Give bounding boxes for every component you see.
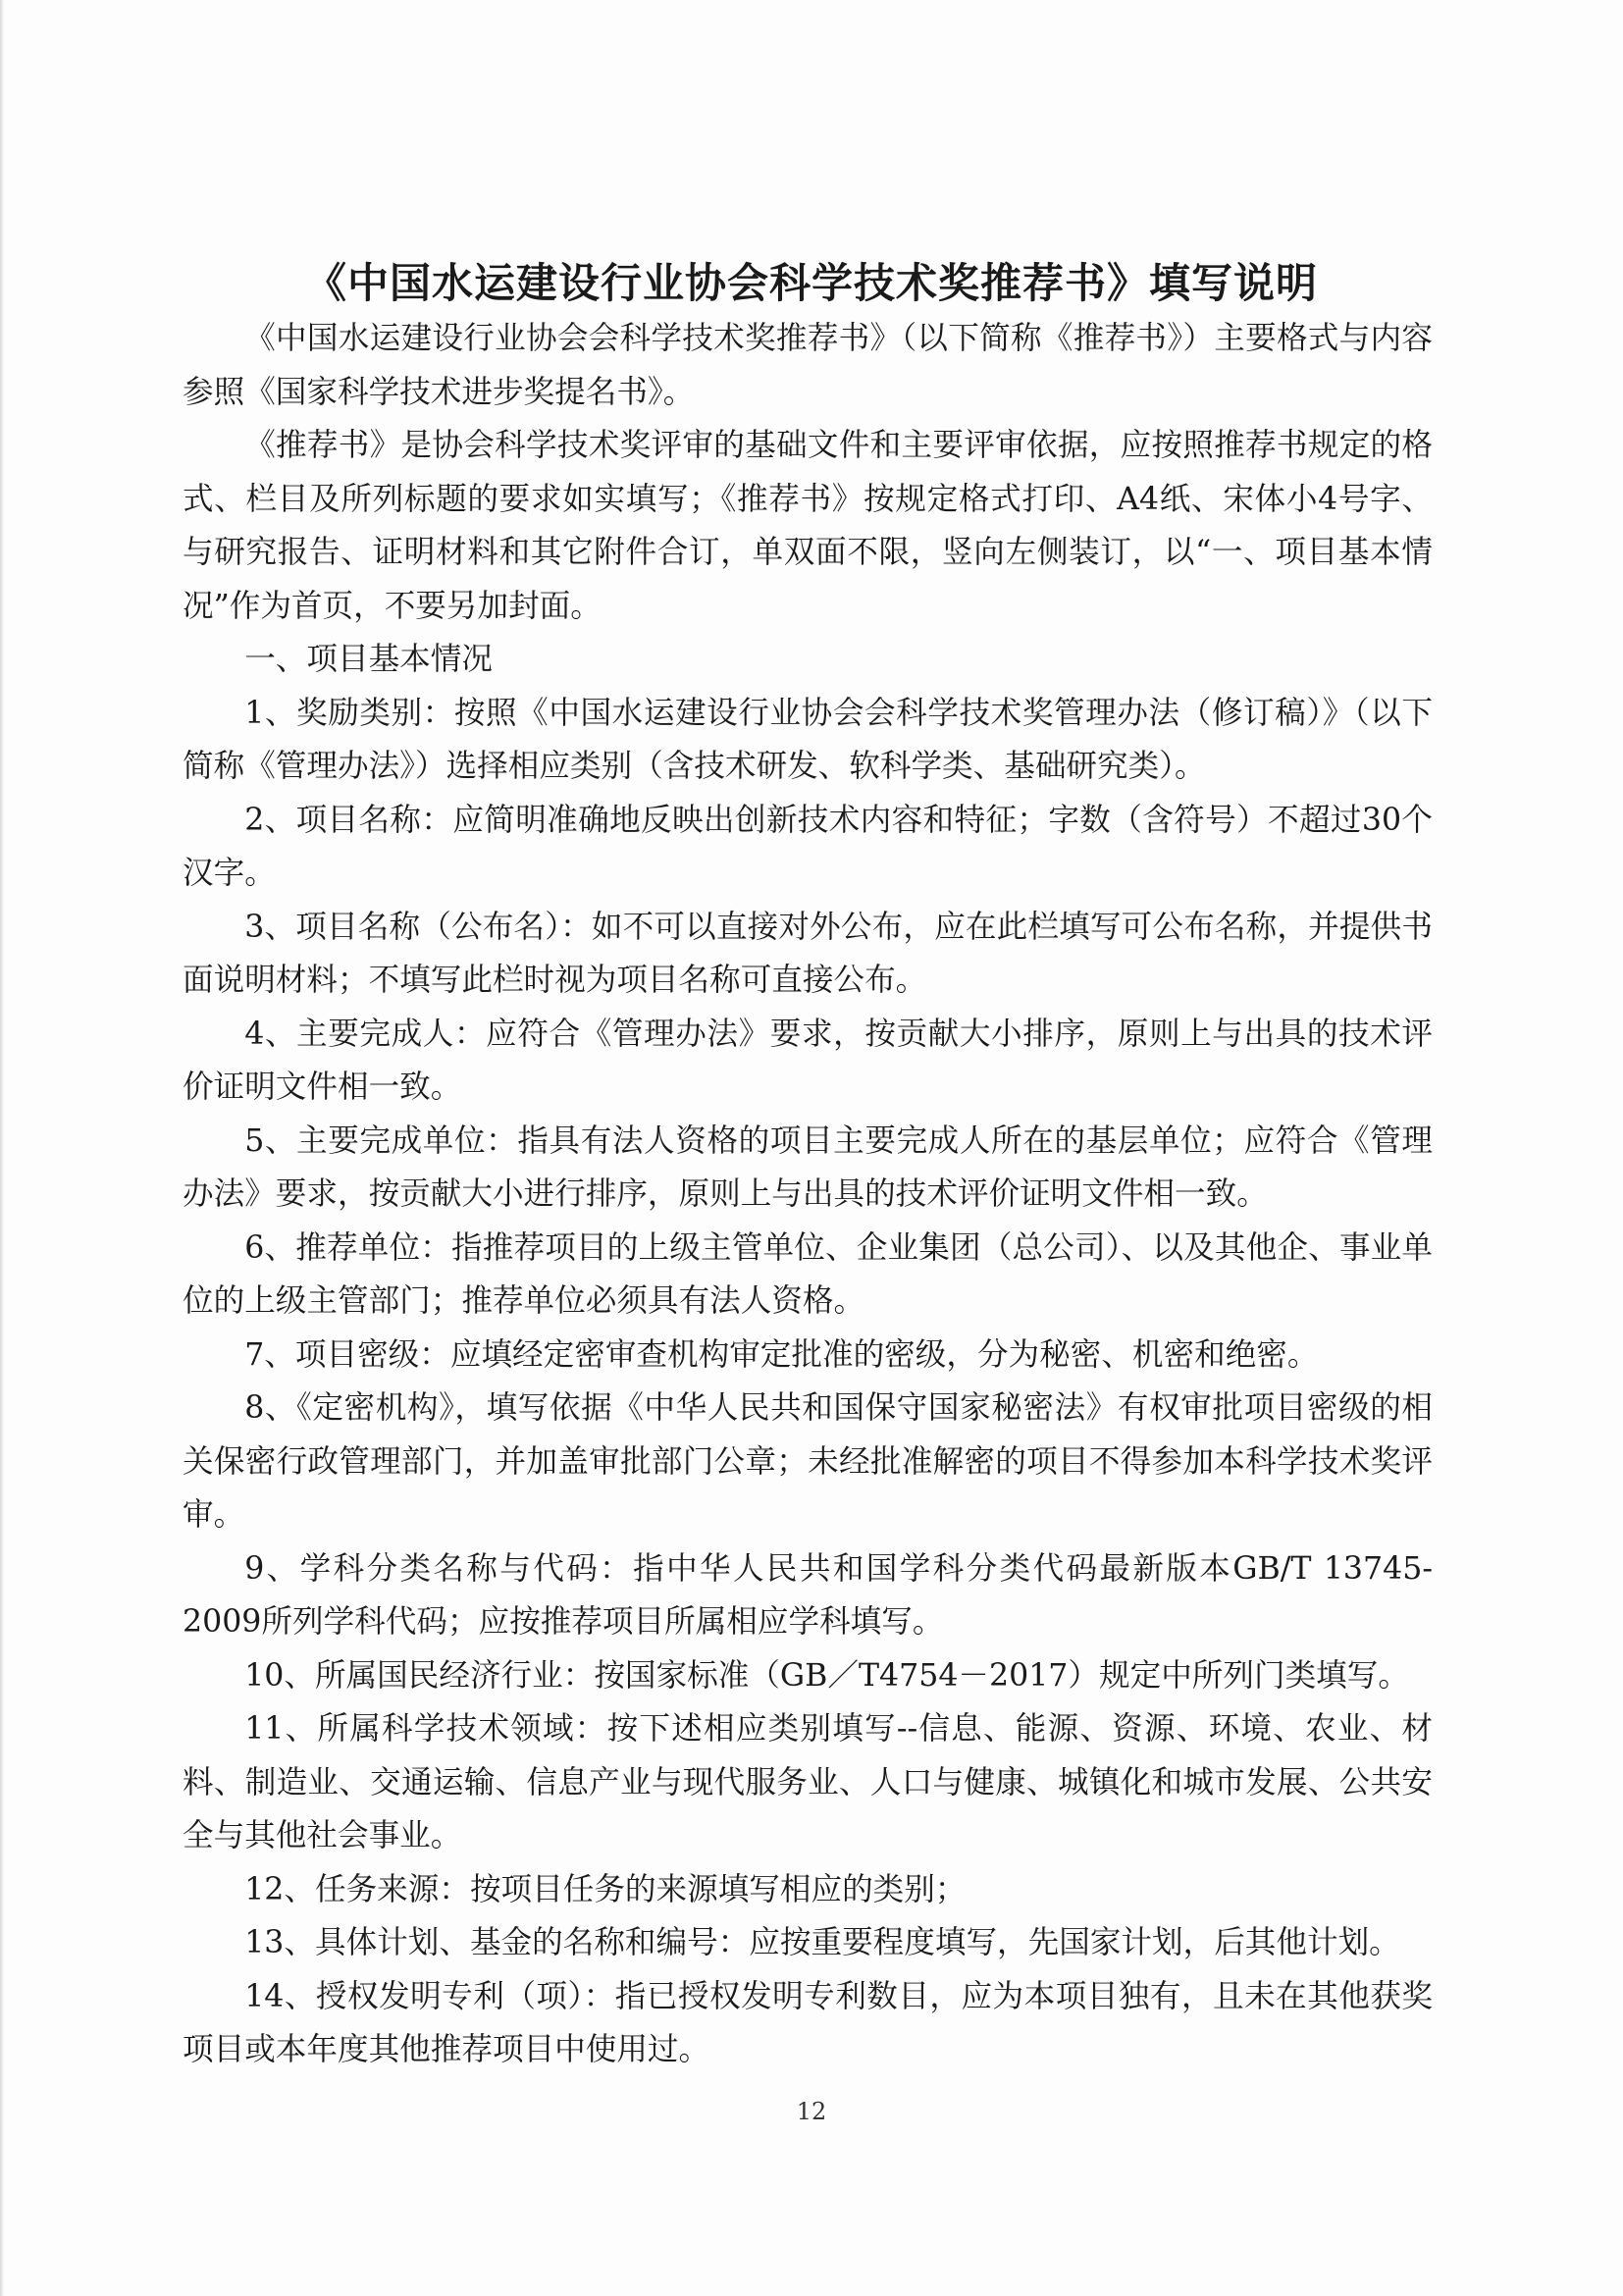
item-recommending-unit: 6、推荐单位：指推荐项目的上级主管单位、企业集团（总公司）、以及其他企、事业单位的上级主管部门；推荐单位必须具有法人资格。 [183,1229,1433,1319]
section-heading: 一、项目基本情况 [244,642,493,677]
item-main-contributors: 4、主要完成人：应符合《管理办法》要求，按贡献大小排序，原则上与出具的技术评价证明文件相一致。 [183,1016,1433,1105]
item-tech-field: 11、所属科学技术领域：按下述相应类别填写--信息、能源、资源、环境、农业、材料、制造业、交通运输、信息产业与现代服务业、人口与健康、城镇化和城市发展、公共安全与其他社会事业。 [183,1711,1433,1853]
item-award-category: 1、奖励类别：按照《中国水运建设行业协会会科学技术奖管理办法（修订稿）》（以下简称《管理办法》）选择相应类别（含技术研发、软科学类、基础研究类）。 [183,695,1433,784]
item-project-name: 2、项目名称：应简明准确地反映出创新技术内容和特征；字数（含符号）不超过30个汉字。 [183,802,1433,891]
scan-edge-shadow [0,0,4,2296]
item-economic-sector: 10、所属国民经济行业：按国家标准（GB／T4754－2017）规定中所列门类填写。 [244,1657,1409,1694]
item-task-source: 12、任务来源：按项目任务的来源填写相应的类别； [244,1871,967,1907]
paragraph-intro: 《中国水运建设行业协会会科学技术奖推荐书》（以下简称《推荐书》）主要格式与内容参照《国家科学技术进步奖提名书》。 [183,321,1433,410]
item-public-name: 3、项目名称（公布名）：如不可以直接对外公布，应在此栏填写可公布名称，并提供书面说明材料；不填写此栏时视为项目名称可直接公布。 [183,909,1433,998]
item-main-units: 5、主要完成单位：指具有法人资格的项目主要完成人所在的基层单位；应符合《管理办法》要求，按贡献大小进行排序，原则上与出具的技术评价证明文件相一致。 [183,1122,1433,1212]
page-number: 12 [796,2098,827,2125]
item-secrecy-authority: 8、《定密机构》，填写依据《中华人民共和国保守国家秘密法》有权审批项目密级的相关保密行政管理部门，并加盖审批部门公章；未经批准解密的项目不得参加本科学技术奖评审。 [183,1390,1433,1533]
document-body [183,312,1433,2077]
item-invention-patents: 14、授权发明专利（项）：指已授权发明专利数目，应为本项目独有，且未在其他获奖项目或本年度其他推荐项目中使用过。 [183,1978,1433,2067]
document-title: 《中国水运建设行业协会科学技术奖推荐书》填写说明 [304,259,1318,308]
item-discipline-code: 9、学科分类名称与代码：指中华人民共和国学科分类代码最新版本GB/T 13745-2009所列学科代码；应按推荐项目所属相应学科填写。 [183,1550,1433,1640]
paragraph-basis: 《推荐书》是协会科学技术奖评审的基础文件和主要评审依据，应按照推荐书规定的格式、栏目及所列标题的要求如实填写；《推荐书》按规定格式打印、A4纸、宋体小4号字、与研究报告、证明材料和其它附件合订，单双面不限，竖向左侧装订，以“一、项目基本情况”作为首页，不要另加封面。 [183,428,1433,624]
item-secrecy-level: 7、项目密级：应填经定密审查机构审定批准的密级，分为秘密、机密和绝密。 [244,1336,1319,1373]
item-plan-fund: 13、具体计划、基金的名称和编号：应按重要程度填写，先国家计划，后其他计划。 [244,1925,1400,1960]
